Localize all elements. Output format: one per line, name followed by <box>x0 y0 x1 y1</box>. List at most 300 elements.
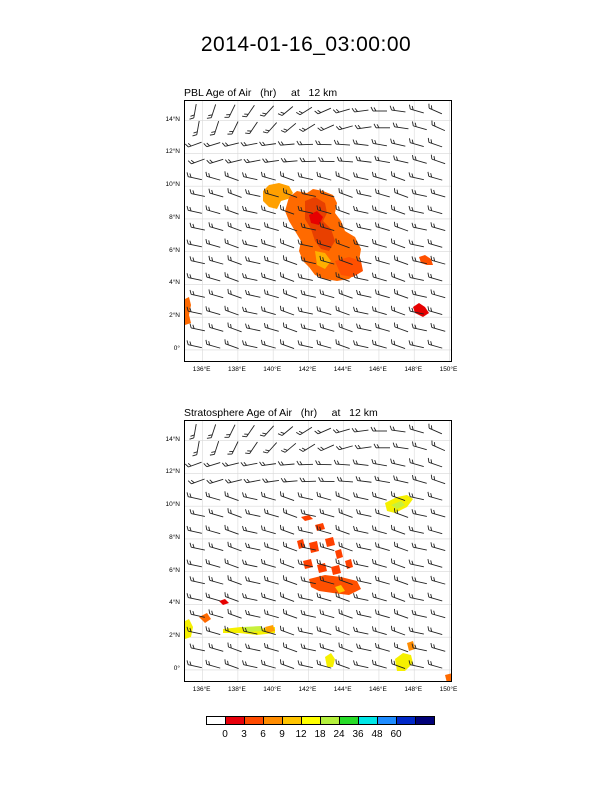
wind-barb <box>263 643 279 651</box>
lat-tick-label: 8°N <box>169 213 180 221</box>
lat-tick-label: 4°N <box>169 279 180 287</box>
wind-barb <box>208 256 224 264</box>
wind-barb <box>260 273 276 281</box>
wind-barb <box>297 660 313 667</box>
wind-barb <box>371 273 387 281</box>
wind-barb <box>408 273 424 280</box>
colorbar-label: 9 <box>279 729 285 740</box>
wind-barb <box>189 290 205 297</box>
wind-barb <box>371 525 387 533</box>
wind-barb <box>374 609 390 617</box>
wind-barb <box>189 189 205 196</box>
wind-barb <box>374 124 390 128</box>
wind-barb <box>411 543 427 550</box>
wind-barb <box>411 324 427 331</box>
wind-barb <box>263 156 279 162</box>
wind-barb <box>427 424 443 434</box>
wind-barb <box>242 560 258 567</box>
strat-patch-west-edge <box>185 619 193 639</box>
wind-barb <box>371 306 387 314</box>
wind-barb <box>205 239 221 247</box>
wind-barb <box>353 172 369 179</box>
wind-barb <box>245 440 257 456</box>
wind-barb <box>263 120 277 135</box>
wind-barb <box>227 575 243 584</box>
wind-barb <box>224 306 240 315</box>
wind-barb <box>393 222 409 231</box>
wind-barb <box>390 426 406 432</box>
wind-barb <box>189 644 205 651</box>
wind-barb <box>186 593 202 600</box>
colorbar-swatch <box>396 716 416 725</box>
wind-barb <box>390 272 406 281</box>
wind-barb <box>335 306 351 315</box>
wind-barb <box>297 492 313 499</box>
wind-barb <box>335 525 351 534</box>
lat-tick-label: 14°N <box>165 115 180 123</box>
wind-barb <box>319 509 335 517</box>
wind-barb <box>208 323 224 331</box>
lat-tick-label: 2°N <box>169 632 180 640</box>
wind-barb <box>430 509 446 517</box>
wind-barb <box>430 643 446 651</box>
wind-barb <box>263 509 279 517</box>
colorbar-label: 24 <box>333 729 345 740</box>
wind-barb <box>227 643 243 652</box>
wind-barb <box>263 323 279 331</box>
wind-barb <box>334 460 350 465</box>
lon-tick-label: 148°E <box>404 686 423 693</box>
wind-barb <box>356 509 372 516</box>
wind-barb <box>227 188 243 197</box>
wind-barb <box>393 542 409 551</box>
map-title: 2014-01-16_03:00:00 <box>200 33 412 56</box>
wind-barb <box>189 256 205 263</box>
wind-barb <box>408 593 424 600</box>
wind-barb <box>282 508 298 517</box>
wind-barb <box>260 460 276 466</box>
lat-tick-label: 12°N <box>165 148 180 156</box>
wind-barb <box>192 440 199 456</box>
wind-barb <box>353 460 369 466</box>
wind-barb <box>335 171 351 180</box>
wind-barb <box>337 157 353 162</box>
wind-barb <box>390 106 406 112</box>
wind-barb <box>318 121 334 131</box>
wind-barb <box>334 140 350 145</box>
pbl-age-map <box>184 100 452 362</box>
wind-barb <box>263 256 279 264</box>
wind-barb <box>245 189 261 196</box>
wind-barb <box>297 273 313 280</box>
colorbar-label: 3 <box>241 729 247 740</box>
wind-barb <box>189 423 196 439</box>
wind-barb <box>316 306 332 314</box>
wind-barb <box>207 103 216 119</box>
wind-barb <box>408 458 424 466</box>
wind-barb <box>336 442 352 450</box>
lon-tick-label: 150°E <box>439 686 458 693</box>
wind-barb <box>319 609 335 617</box>
wind-barb <box>297 340 313 347</box>
wind-barb <box>300 157 316 162</box>
wind-barb <box>279 525 295 534</box>
wind-barb <box>205 306 221 314</box>
wind-barb <box>427 138 443 147</box>
wind-barb <box>353 593 369 600</box>
wind-barb <box>393 323 409 332</box>
wind-barb <box>297 460 313 465</box>
wind-barb <box>186 273 202 280</box>
wind-barb <box>430 323 446 331</box>
wind-barb <box>227 255 243 264</box>
wind-barb <box>374 444 390 448</box>
wind-barb <box>279 559 295 568</box>
wind-barb <box>411 121 427 129</box>
lon-tick-label: 142°E <box>298 366 317 373</box>
wind-barb <box>353 627 369 634</box>
wind-barb <box>353 206 369 213</box>
lon-tick-label: 140°E <box>263 686 282 693</box>
colorbar-label: 36 <box>352 729 364 740</box>
lat-tick-label: 8°N <box>169 533 180 541</box>
wind-barb <box>430 189 446 197</box>
colorbar-swatch <box>244 716 264 725</box>
wind-barb <box>430 475 446 484</box>
wind-barb <box>411 475 427 483</box>
wind-barb <box>338 289 354 298</box>
wind-barb <box>427 626 443 634</box>
wind-barb <box>316 593 332 601</box>
wind-barb <box>189 576 205 583</box>
wind-barb <box>242 307 258 314</box>
strat-patch-red-small <box>219 599 229 605</box>
wind-barb <box>260 492 276 500</box>
stratosphere-age-map-svg <box>185 421 452 682</box>
wind-barb <box>355 123 371 129</box>
wind-barb <box>282 289 298 298</box>
wind-barb <box>356 644 372 651</box>
wind-barb <box>371 593 387 601</box>
wind-barb <box>282 323 298 332</box>
wind-barb <box>186 492 202 499</box>
wind-barb <box>430 542 446 550</box>
wind-barb <box>279 306 295 315</box>
wind-barb <box>227 222 243 231</box>
wind-barb <box>353 307 369 314</box>
wind-barb <box>205 559 221 567</box>
wind-barb <box>186 206 202 213</box>
wind-barb <box>316 172 332 180</box>
wind-barb <box>427 525 443 533</box>
stratosphere-age-map <box>184 420 452 682</box>
wind-barb <box>208 643 224 651</box>
wind-barb <box>260 660 276 668</box>
wind-barb <box>207 156 223 165</box>
wind-barb <box>316 492 332 500</box>
wind-barb <box>374 156 390 163</box>
wind-barb <box>390 306 406 315</box>
wind-barb <box>374 222 390 230</box>
wind-barb <box>430 256 446 264</box>
wind-barb <box>335 659 351 668</box>
wind-barb <box>205 340 221 348</box>
pbl-age-shading <box>185 183 433 325</box>
wind-barb <box>356 576 372 583</box>
wind-barb <box>319 477 335 481</box>
wind-barb <box>189 324 205 331</box>
wind-barb <box>371 205 387 213</box>
wind-barb <box>241 139 257 146</box>
wind-barb <box>427 593 443 601</box>
wind-barb <box>260 172 276 180</box>
wind-barb <box>263 576 279 584</box>
wind-barb <box>319 323 335 331</box>
wind-barb <box>353 526 369 533</box>
lon-tick-label: 150°E <box>439 366 458 373</box>
wind-barb <box>245 644 261 651</box>
wind-barb <box>189 223 205 230</box>
wind-barb <box>208 509 224 517</box>
wind-barb <box>371 559 387 567</box>
wind-barb <box>224 491 240 500</box>
wind-barb <box>242 492 258 499</box>
wind-barb <box>390 459 406 466</box>
colorbar-label: 60 <box>390 729 402 740</box>
wind-barb <box>427 205 443 213</box>
wind-barb <box>356 543 372 550</box>
strat-age-shading <box>185 495 452 682</box>
wind-barb <box>430 120 446 130</box>
wind-barb <box>279 491 295 500</box>
wind-barb <box>242 172 258 179</box>
pbl-patch-southeast <box>413 303 429 317</box>
wind-barb <box>205 660 221 668</box>
wind-barb <box>222 139 238 147</box>
wind-barb <box>227 120 238 136</box>
colorbar-swatch <box>263 716 283 725</box>
wind-barb <box>278 103 293 116</box>
wind-barb <box>356 189 372 196</box>
wind-barb <box>427 340 443 348</box>
wind-barb <box>281 440 296 453</box>
wind-barb <box>427 306 443 314</box>
wind-barb <box>374 576 390 584</box>
wind-barb <box>242 240 258 247</box>
wind-barb <box>356 610 372 617</box>
lon-tick-label: 146°E <box>369 366 387 373</box>
wind-barb <box>390 339 406 348</box>
wind-barb <box>353 492 369 499</box>
wind-barb <box>263 542 279 550</box>
wind-barb <box>245 576 261 583</box>
wind-barb <box>281 120 296 133</box>
wind-barb <box>225 476 241 484</box>
wind-barb <box>260 525 276 533</box>
wind-barb <box>278 423 293 436</box>
wind-barb <box>374 476 390 483</box>
wind-barb <box>224 205 240 214</box>
wind-barb <box>279 239 295 248</box>
strat-patch-southeast-orange <box>407 641 415 651</box>
wind-barb <box>315 424 331 434</box>
wind-barb <box>338 508 354 517</box>
wind-barb <box>374 289 390 297</box>
wind-barb <box>227 542 243 551</box>
wind-barb <box>319 289 335 297</box>
wind-barb <box>224 423 235 439</box>
wind-barb <box>186 240 202 247</box>
wind-barb <box>279 626 295 635</box>
wind-barb <box>189 103 196 119</box>
lat-tick-label: 4°N <box>169 599 180 607</box>
wind-barb <box>204 139 220 148</box>
wind-barb <box>408 172 424 179</box>
wind-barb <box>185 458 201 467</box>
strat-patch-west-orange <box>199 613 211 623</box>
wind-barb <box>390 205 406 214</box>
wind-barb <box>427 559 443 567</box>
wind-barb <box>371 459 387 466</box>
wind-barb <box>297 627 313 634</box>
wind-barb <box>427 458 443 467</box>
lat-tick-label: 10°N <box>165 181 180 189</box>
wind-barb <box>260 340 276 348</box>
wind-barb <box>427 660 443 668</box>
wind-barb <box>319 157 335 161</box>
lon-tick-label: 138°E <box>228 366 246 373</box>
wind-barb <box>371 660 387 668</box>
wind-barb <box>393 155 409 162</box>
wind-barb <box>224 272 240 281</box>
wind-barb <box>245 256 261 263</box>
wind-barb <box>242 273 258 280</box>
wind-barb <box>335 205 351 214</box>
wind-barb <box>355 443 371 449</box>
wind-barb <box>299 121 315 133</box>
wind-barb <box>390 239 406 248</box>
wind-barb <box>371 492 387 500</box>
lon-tick-label: 136°E <box>192 686 211 693</box>
wind-barb <box>427 273 443 281</box>
wind-barb <box>374 323 390 331</box>
colorbar-swatch <box>301 716 321 725</box>
wind-barb <box>278 140 294 145</box>
wind-barb <box>282 542 298 551</box>
wind-barb <box>411 155 427 163</box>
wind-barb <box>224 103 235 119</box>
wind-barb <box>408 526 424 533</box>
wind-barb <box>279 659 295 668</box>
wind-barb <box>260 423 274 438</box>
wind-barb <box>260 559 276 567</box>
colorbar-swatch <box>415 716 435 725</box>
wind-barb <box>393 475 409 482</box>
wind-barb <box>224 659 240 668</box>
lat-tick-label: 6°N <box>169 246 180 254</box>
wind-barb <box>205 273 221 281</box>
colorbar-swatch <box>206 716 226 725</box>
wind-barb <box>297 593 313 600</box>
strat-patch-south-center <box>325 653 335 667</box>
wind-barb <box>316 340 332 348</box>
wind-barb <box>408 560 424 567</box>
wind-barb <box>393 443 409 449</box>
wind-barb <box>281 157 297 162</box>
wind-barb <box>338 643 354 652</box>
wind-barb <box>244 156 260 163</box>
wind-barb <box>297 307 313 314</box>
wind-barb <box>282 255 298 264</box>
wind-barb <box>430 222 446 230</box>
wind-barb <box>393 643 409 652</box>
wind-barb <box>241 459 257 466</box>
wind-barb <box>430 289 446 297</box>
wind-barb <box>227 609 243 618</box>
wind-barb <box>374 256 390 264</box>
wind-barb <box>316 140 332 144</box>
wind-barb <box>189 509 205 516</box>
colorbar-swatch <box>358 716 378 725</box>
wind-barb <box>227 323 243 332</box>
wind-barb <box>224 171 240 180</box>
wind-barb <box>411 509 427 516</box>
wind-barb <box>335 626 351 635</box>
wind-barb <box>185 138 201 147</box>
wind-barb <box>408 206 424 213</box>
wind-barb <box>393 123 409 129</box>
wind-barb <box>430 440 446 450</box>
wind-barb <box>356 324 372 331</box>
wind-barb <box>299 441 315 453</box>
lon-tick-label: 144°E <box>333 686 352 693</box>
wind-barb <box>186 560 202 567</box>
wind-barb <box>260 593 276 601</box>
lat-tick-label: 0° <box>173 344 180 352</box>
wind-barb <box>371 340 387 348</box>
wind-barb <box>242 660 258 667</box>
wind-barb <box>336 122 352 130</box>
wind-barb <box>296 424 312 436</box>
wind-barb <box>356 290 372 297</box>
wind-barb <box>224 559 240 568</box>
wind-barb <box>353 340 369 347</box>
wind-barb <box>242 103 254 119</box>
lat-tick-label: 6°N <box>169 566 180 574</box>
wind-barb <box>242 206 258 213</box>
wind-barb <box>279 339 295 348</box>
wind-barb <box>227 440 238 456</box>
wind-barb <box>208 609 224 617</box>
colorbar-label: 12 <box>295 729 307 740</box>
wind-barb <box>263 476 279 482</box>
wind-barb <box>390 559 406 568</box>
wind-barb <box>279 171 295 180</box>
colorbar-label: 6 <box>260 729 266 740</box>
wind-barb <box>390 592 406 601</box>
wind-barb <box>319 643 335 651</box>
wind-barb <box>210 120 219 136</box>
lat-tick-label: 14°N <box>165 435 180 443</box>
wind-barb <box>430 609 446 617</box>
wind-barb <box>227 289 243 298</box>
wind-barb <box>205 492 221 500</box>
wind-barb <box>316 626 332 634</box>
wind-barb <box>390 626 406 635</box>
wind-barb <box>411 290 427 297</box>
colorbar-swatch <box>225 716 245 725</box>
wind-barb <box>186 660 202 667</box>
